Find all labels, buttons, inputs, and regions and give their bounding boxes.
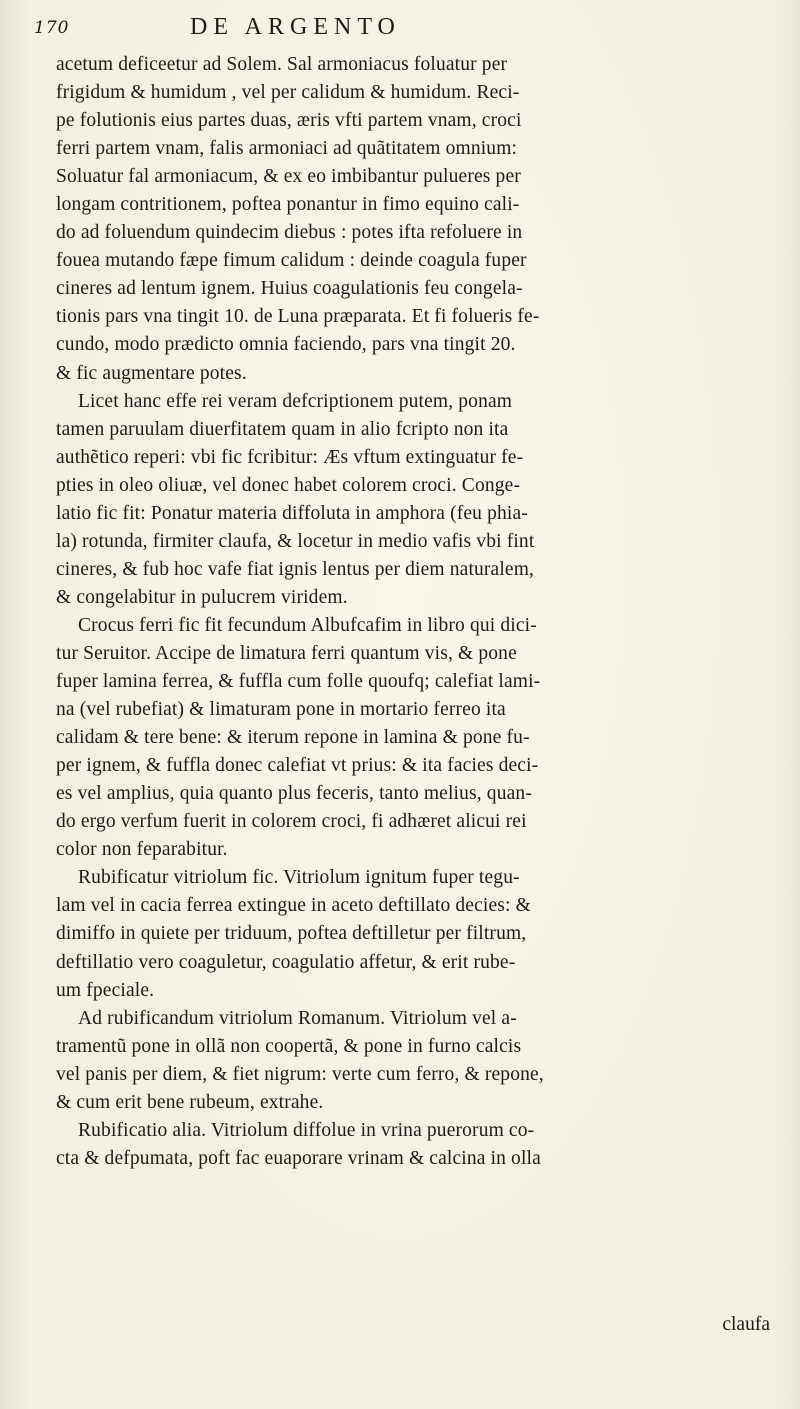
text-line: na (vel rubefiat) & limaturam pone in mortario ferreo ita — [56, 699, 506, 721]
text-line: Licet hanc effe rei veram defcriptionem putem, ponam — [78, 390, 513, 412]
text-line: cta & defpumata, poft fac euaporare vrinam & calcina in olla — [56, 1147, 541, 1169]
text-line: fuper lamina ferrea, & fuffla cum folle quoufq; calefiat lami- — [56, 671, 541, 693]
text-line: ferri partem vnam, falis armoniaci ad quãtitatem omnium: — [56, 138, 518, 160]
text-line: & fic augmentare potes. — [56, 362, 247, 384]
body-text — [56, 51, 772, 1173]
text-line: fouea mutando fæpe fimum calidum : deinde coagula fuper — [56, 250, 527, 272]
text-line: tur Seruitor. Accipe de limatura ferri quantum vis, & pone — [56, 642, 517, 664]
text-line: pties in oleo oliuæ, vel donec habet colorem croci. Conge- — [56, 474, 521, 496]
text-line: acetum deficeetur ad Solem. Sal armoniacus foluatur per — [56, 54, 508, 75]
text-line: tamen paruulam diuerfitatem quam in alio fcripto non ita — [56, 418, 509, 440]
catchword: claufa — [722, 1314, 770, 1335]
text-line: dimiffo in quiete per triduum, poftea deftilletur per filtrum, — [56, 923, 527, 945]
text-line: um fpeciale. — [56, 979, 155, 1001]
text-line: latio fic fit: Ponatur materia diffoluta in amphora (feu phia- — [56, 502, 528, 524]
page-header — [30, 14, 764, 46]
text-line: longam contritionem, poftea ponantur in fimo equino cali- — [56, 194, 520, 216]
text-line: Soluatur fal armoniacum, & ex eo imbibantur pulueres per — [56, 166, 521, 188]
text-line: cineres ad lentum ignem. Huius coagulationis feu congela- — [56, 278, 523, 300]
text-line: tionis pars vna tingit 10. de Luna præparata. Et fi folueris fe- — [56, 306, 540, 328]
text-line: frigidum & humidum , vel per calidum & humidum. Reci- — [56, 82, 520, 104]
text-line: lam vel in cacia ferrea extingue in aceto deftillato decies: & — [56, 895, 531, 917]
text-line: Ad rubificandum vitriolum Romanum. Vitriolum vel a- — [78, 1007, 517, 1029]
running-title: DE ARGENTO — [190, 14, 401, 40]
text-line: vel panis per diem, & fiet nigrum: verte cum ferro, & repone, — [56, 1063, 544, 1085]
text-line: color non feparabitur. — [56, 839, 228, 861]
text-line: Rubificatur vitriolum fic. Vitriolum ignitum fuper tegu- — [78, 867, 520, 889]
text-line: calidam & tere bene: & iterum repone in lamina & pone fu- — [56, 727, 530, 749]
text-line: tramentũ pone in ollã non coopertã, & pone in furno calcis — [56, 1035, 522, 1057]
text-line: es vel amplius, quia quanto plus feceris, tanto melius, quan- — [56, 783, 532, 805]
text-line: pe folutionis eius partes duas, æris vfti partem vnam, croci — [56, 110, 522, 132]
text-line: deftillatio vero coaguletur, coagulatio affetur, & erit rube- — [56, 951, 516, 973]
text-line: cineres, & fub hoc vafe fiat ignis lentus per diem naturalem, — [56, 558, 535, 580]
text-line: do ergo verfum fuerit in colorem croci, fi adhæret alicui rei — [56, 811, 527, 833]
page-number: 170 — [34, 18, 70, 38]
text-line: per ignem, & fuffla donec calefiat vt prius: & ita facies deci- — [56, 755, 539, 777]
text-line: & cum erit bene rubeum, extrahe. — [56, 1091, 324, 1113]
text-line: Rubificatio alia. Vitriolum diffolue in vrina puerorum co- — [78, 1119, 535, 1141]
text-line: Crocus ferri fic fit fecundum Albufcafim in libro qui dici- — [78, 614, 537, 636]
text-line: authẽtico reperi: vbi fic fcribitur: Æs vftum extinguatur fe- — [56, 446, 524, 468]
text-line: cundo, modo prædicto omnia faciendo, pars vna tingit 20. — [56, 334, 516, 356]
text-line: la) rotunda, firmiter claufa, & locetur in medio vafis vbi fint — [56, 530, 535, 552]
text-line: do ad foluendum quindecim diebus : potes ifta refoluere in — [56, 222, 523, 244]
text-line: & congelabitur in pulucrem viridem. — [56, 586, 348, 608]
